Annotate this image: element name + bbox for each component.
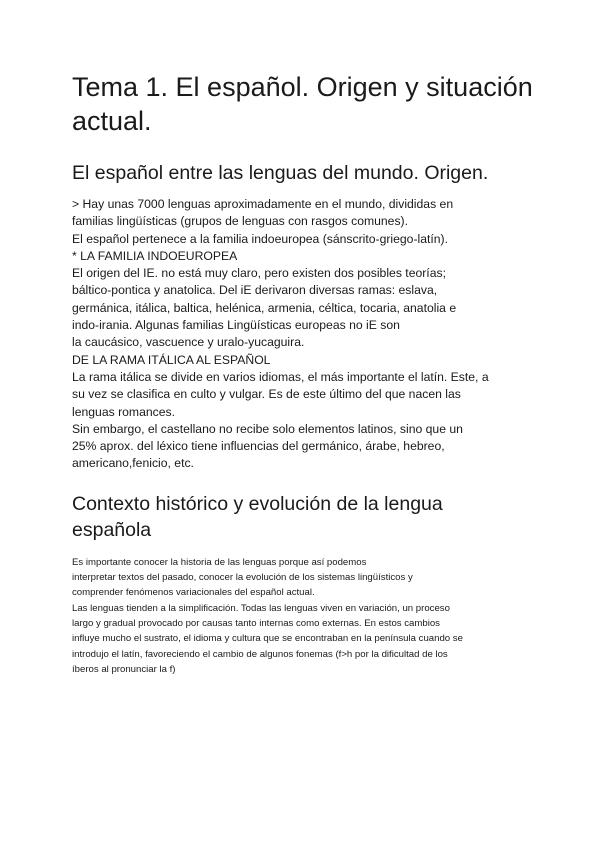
text-line: Es importante conocer la historia de las lenguas porque así podemos (72, 556, 367, 568)
document-title (72, 70, 532, 138)
section-body-origin (72, 196, 532, 473)
text-line: íberos al pronunciar la f) (72, 663, 176, 675)
text-line: largo y gradual provocado por causas tanto internas como externas. En estos cambios (72, 617, 440, 629)
text-line: influye mucho el sustrato, el idioma y cultura que se encontraban en la península cuando se (72, 633, 463, 645)
section-heading-context (72, 491, 532, 543)
text-line: lenguas romances. (72, 404, 175, 419)
text-line: 25% aprox. del léxico tiene influencias del germánico, árabe, hebreo, (72, 439, 445, 454)
text-line: la caucásico, vascuence y uralo-yucaguira. (72, 335, 305, 350)
title-line-1: Tema 1. El español. Origen y situación (72, 72, 533, 102)
text-line: familias lingüísticas (grupos de lenguas con rasgos comunes). (72, 214, 409, 229)
heading-line-2: española (72, 518, 152, 541)
text-line: La rama itálica se divide en varios idiomas, el más importante el latín. Este, a (72, 369, 489, 384)
text-line: El origen del IE. no está muy claro, pero existen dos posibles teorías; (72, 266, 446, 281)
text-line: introdujo el latín, favoreciendo el cambio de algunos fonemas (f>h por la dificultad de los (72, 648, 448, 660)
text-line: Sin embargo, el castellano no recibe solo elementos latinos, sino que un (72, 421, 463, 436)
text-line: americano,fenicio, etc. (72, 456, 194, 471)
text-line: * LA FAMILIA INDOEUROPEA (72, 248, 238, 263)
text-line: DE LA RAMA ITÁLICA AL ESPAÑOL (72, 352, 271, 367)
text-line: Las lenguas tienden a la simplificación. Todas las lenguas viven en variación, un proceso (72, 602, 450, 614)
title-line-2: actual. (72, 106, 152, 136)
text-line: comprender fenómenos variacionales del español actual. (72, 587, 315, 599)
text-line: germánica, itálica, baltica, helénica, armenia, céltica, tocaria, anatolia e (72, 300, 457, 315)
heading-line-1: Contexto histórico y evolución de la lengua (72, 492, 443, 515)
text-line: báltico-pontica y anatolica. Del iE derivaron diversas ramas: eslava, (72, 283, 438, 298)
text-line: su vez se clasifica en culto y vulgar. Es de este último del que nacen las (72, 387, 461, 402)
document-page (72, 70, 532, 677)
text-line: interpretar textos del pasado, conocer la evolución de los sistemas lingüísticos y (72, 572, 413, 584)
section-body-context (72, 555, 532, 677)
text-line: El español pertenece a la familia indoeuropea (sánscrito-griego-latín). (72, 231, 448, 246)
text-line: > Hay unas 7000 lenguas aproximadamente en el mundo, divididas en (72, 197, 454, 211)
text-line: indo-irania. Algunas familias Lingüísticas europeas no iE son (72, 318, 400, 333)
section-heading-origin: El español entre las lenguas del mundo. Origen. (72, 162, 489, 184)
